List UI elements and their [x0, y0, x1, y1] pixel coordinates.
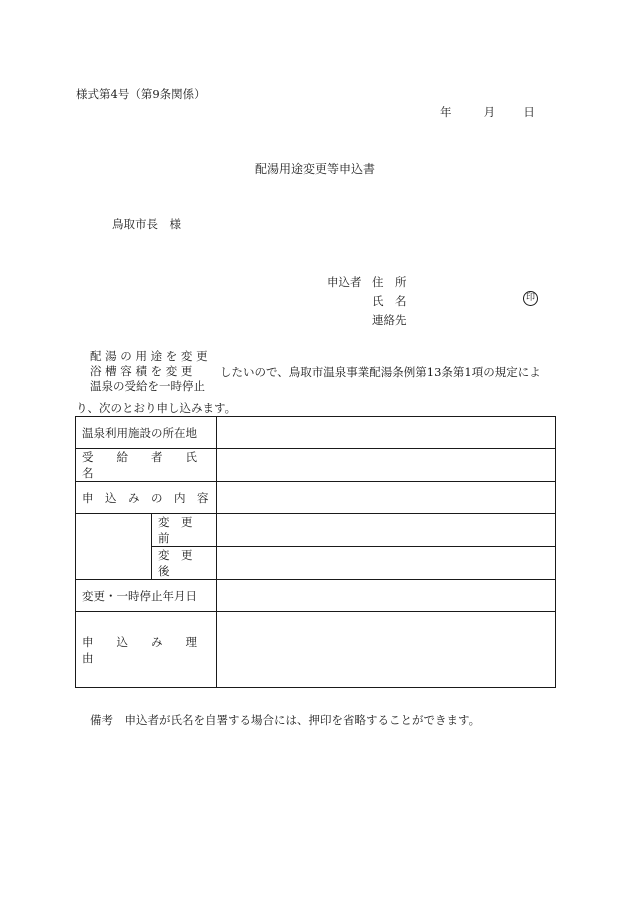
table-row: [76, 612, 556, 688]
date-year-label: 年: [440, 105, 452, 119]
table-row: [76, 580, 556, 612]
facility-location-field[interactable]: [217, 417, 556, 449]
table-row: [76, 514, 556, 547]
application-reason-label: 申 込 み 理 由: [76, 612, 217, 688]
purpose-options: [90, 349, 208, 394]
addressee: 鳥取市長 様: [112, 217, 181, 231]
form-number: 様式第4号（第9条関係）: [76, 87, 206, 101]
date-month-label: 月: [483, 105, 496, 119]
contact-label: 連絡先: [372, 313, 407, 327]
application-reason-field[interactable]: [217, 612, 556, 688]
after-change-field[interactable]: [217, 547, 556, 580]
content-spacer-cell: [76, 514, 152, 580]
purpose-option-change-use: 配 湯 の 用 途 を 変 更: [90, 349, 208, 363]
remark-note: 備考 申込者が氏名を自署する場合には、押印を省略することができます。: [90, 713, 481, 727]
purpose-option-change-volume: 浴 槽 容 積 を 変 更: [90, 364, 193, 378]
application-content-field[interactable]: [217, 482, 556, 514]
table-row: [76, 449, 556, 482]
table-row: [76, 417, 556, 449]
table-row: [76, 482, 556, 514]
before-change-label: 変 更 前: [152, 514, 217, 547]
after-change-label: 変 更 後: [152, 547, 217, 580]
application-table: [75, 416, 556, 688]
seal-mark: 印: [523, 291, 538, 306]
application-content-label: 申 込 み の 内 容: [76, 482, 217, 514]
applicant-label: 申込者: [327, 275, 362, 289]
before-change-field[interactable]: [217, 514, 556, 547]
change-date-field[interactable]: [217, 580, 556, 612]
date-line: [440, 104, 535, 120]
recipient-name-field[interactable]: [217, 449, 556, 482]
facility-location-label: 温泉利用施設の所在地: [76, 417, 217, 449]
body-text-line1: したいので、鳥取市温泉事業配湯条例第13条第1項の規定によ: [220, 365, 541, 379]
document-title: 配湯用途変更等申込書: [254, 162, 375, 176]
change-date-label: 変更・一時停止年月日: [76, 580, 217, 612]
address-label: 住 所: [372, 275, 407, 289]
recipient-name-label: 受 給 者 氏 名: [76, 449, 217, 482]
purpose-option-suspend: 温泉の受給を一時停止: [90, 379, 205, 393]
name-label: 氏 名: [372, 294, 407, 308]
date-day-label: 日: [523, 105, 535, 119]
body-text-line2: り、次のとおり申し込みます。: [76, 401, 237, 415]
